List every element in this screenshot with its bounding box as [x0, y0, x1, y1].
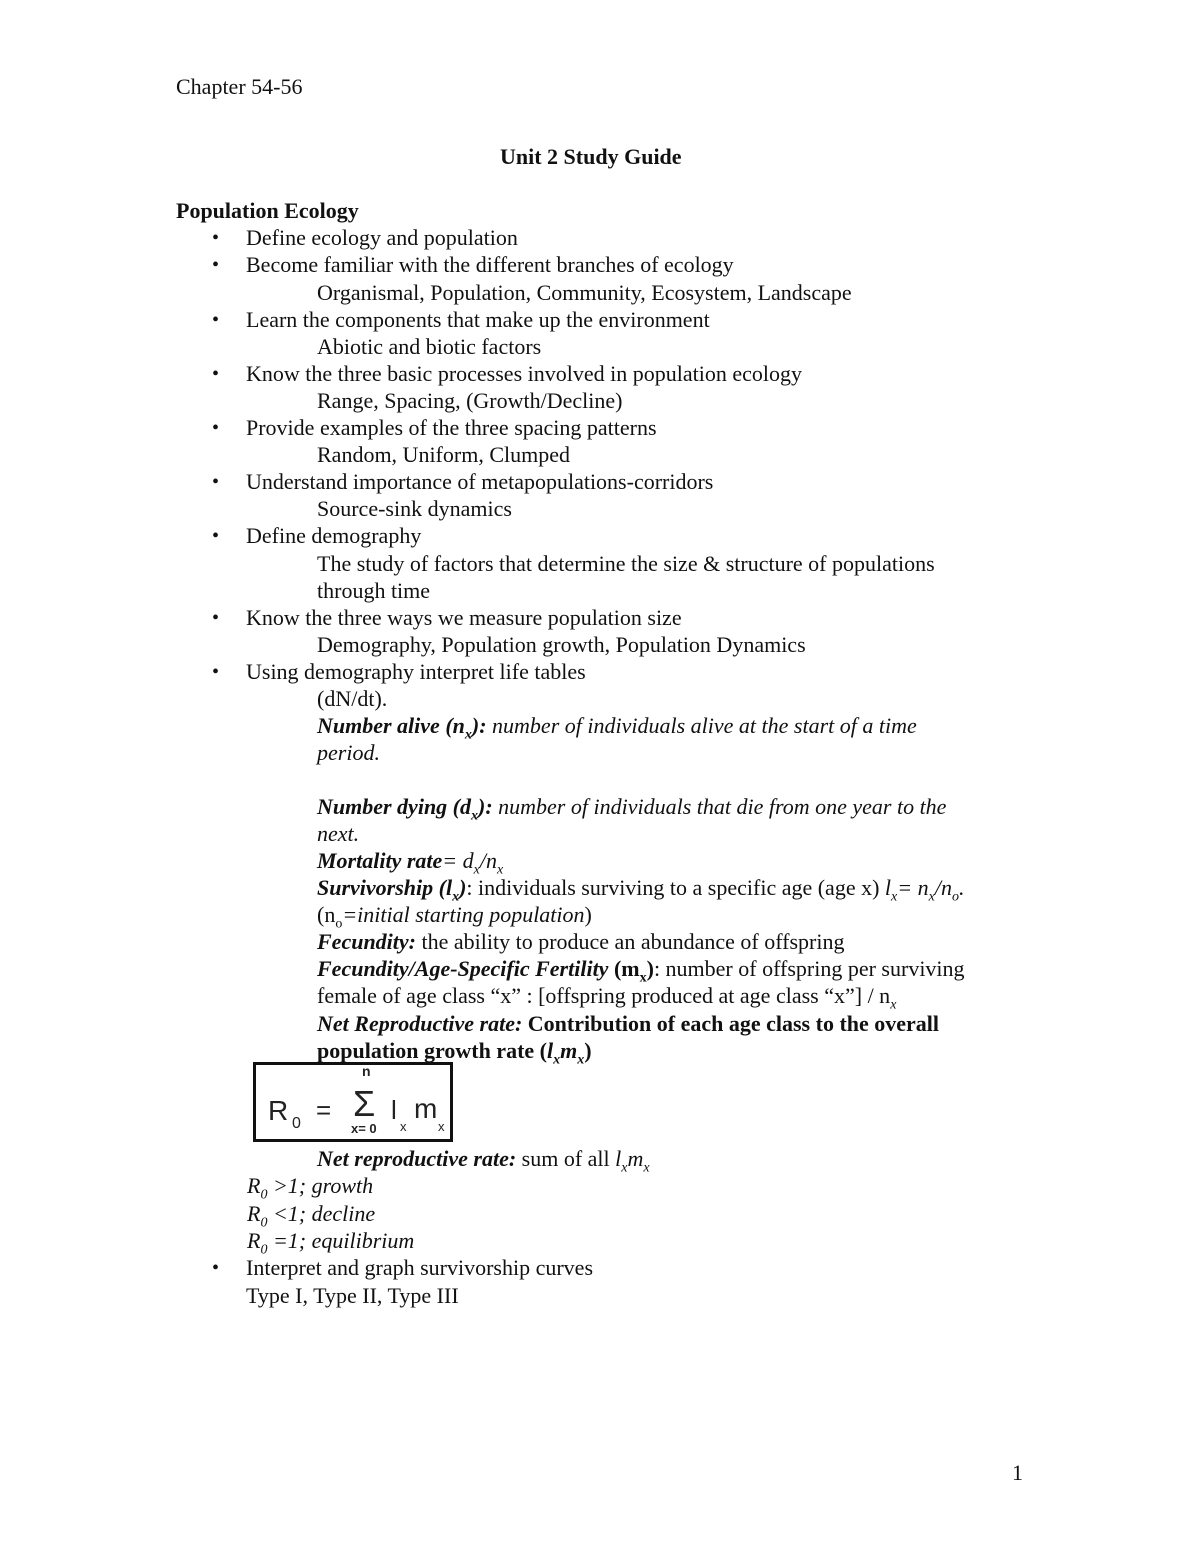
chapter-header: Chapter 54-56: [176, 74, 303, 99]
number-dying-definition-cont: next.: [317, 821, 360, 846]
subscript: 0: [260, 1215, 268, 1231]
formula: l: [884, 875, 892, 900]
net-reproductive-rate-definition-cont: [317, 1038, 592, 1068]
subscript: o: [951, 889, 959, 905]
page-title: Unit 2 Study Guide: [500, 144, 682, 169]
formula: m: [560, 1038, 578, 1063]
subscript: x: [473, 862, 480, 878]
bullet: •: [212, 254, 220, 276]
r0-decline: [247, 1201, 376, 1231]
formula: <1; decline: [267, 1201, 376, 1226]
formula-l-subscript: x: [400, 1119, 407, 1134]
formula-r-subscript: 0: [292, 1115, 301, 1132]
definition: number of individuals alive at the start of a time: [486, 713, 917, 738]
bullet: •: [212, 363, 220, 385]
subscript: o: [335, 916, 343, 932]
formula: R: [247, 1173, 261, 1198]
bullet: •: [212, 525, 220, 547]
page-number: 1: [1012, 1460, 1023, 1485]
subscript: x: [496, 862, 504, 878]
term: ):: [478, 794, 493, 819]
r0-equilibrium: [247, 1228, 415, 1258]
item-processes-detail: Range, Spacing, (Growth/Decline): [317, 388, 623, 413]
item-components-detail: Abiotic and biotic factors: [317, 334, 542, 359]
subscript: x: [639, 970, 647, 986]
formula-sigma-upper: n: [362, 1063, 371, 1079]
paren: ): [584, 902, 592, 927]
formula: >1; growth: [267, 1173, 374, 1198]
definition: : number of offspring per surviving: [653, 956, 965, 981]
item-spacing: Provide examples of the three spacing patterns: [246, 415, 657, 440]
item-metapopulations-detail: Source-sink dynamics: [317, 496, 512, 521]
mortality-rate: [317, 848, 504, 878]
survivorship-definition: [317, 875, 965, 905]
item-demography-detail-2: through time: [317, 578, 431, 603]
subscript: x: [471, 808, 478, 824]
section-heading: Population Ecology: [176, 198, 359, 223]
item-measure-detail: Demography, Population growth, Population Dynamics: [317, 632, 806, 657]
item-life-tables: Using demography interpret life tables: [246, 659, 586, 684]
formula-equals: =: [316, 1095, 332, 1125]
paren: (n: [317, 902, 336, 927]
bullet: •: [212, 417, 220, 439]
item-survivorship-curves: Interpret and graph survivorship curves: [246, 1255, 594, 1280]
formula-m: m: [414, 1093, 438, 1124]
fertility-definition-cont: [317, 983, 897, 1013]
term: ): [646, 956, 654, 981]
dndt: (dN/dt).: [317, 686, 388, 711]
definition: population growth rate (: [317, 1038, 547, 1063]
r0-growth: [247, 1173, 374, 1203]
note: =initial starting population: [342, 902, 585, 927]
bullet: •: [212, 309, 220, 331]
bullet: •: [212, 227, 220, 249]
number-alive-definition: [317, 713, 917, 743]
item-branches: Become familiar with the different branches of ecology: [246, 252, 734, 277]
formula-sigma-lower: x= 0: [351, 1121, 377, 1136]
net-reproductive-rate-formula: [253, 1062, 453, 1142]
definition: sum of all: [516, 1146, 616, 1171]
formula-r: R: [268, 1095, 289, 1126]
formula: R: [247, 1201, 261, 1226]
initial-population-note: [317, 902, 592, 932]
item-define-ecology: Define ecology and population: [246, 225, 518, 250]
formula: R: [247, 1228, 261, 1253]
bullet: •: [212, 1257, 220, 1279]
subscript: x: [643, 1160, 650, 1176]
fertility-definition: [317, 956, 965, 986]
number-alive-definition-cont: period.: [317, 740, 380, 765]
definition: ): [584, 1038, 592, 1063]
number-dying-definition: [317, 794, 947, 824]
definition: female of age class “x” : [offspring produced at age class “x”] / n: [317, 983, 891, 1008]
term: Mortality rate: [317, 848, 443, 873]
item-processes: Know the three basic processes involved in population ecology: [246, 361, 802, 386]
subscript: 0: [260, 1242, 268, 1258]
term: Survivorship (l: [317, 875, 453, 900]
formula: m: [627, 1146, 644, 1171]
net-reproductive-rate-sum: [317, 1146, 650, 1176]
formula: l: [547, 1038, 554, 1063]
item-demography-detail: The study of factors that determine the size & structure of populations: [317, 551, 935, 576]
subscript: x: [452, 889, 460, 905]
bullet: •: [212, 607, 220, 629]
term: ): [459, 875, 467, 900]
subscript: x: [464, 727, 472, 743]
term: (m: [608, 956, 640, 981]
formula-m-subscript: x: [438, 1119, 445, 1134]
term: Number dying (d: [317, 794, 471, 819]
item-spacing-detail: Random, Uniform, Clumped: [317, 442, 570, 467]
formula: .: [958, 875, 965, 900]
item-metapopulations: Understand importance of metapopulations-corridors: [246, 469, 714, 494]
bullet: •: [212, 471, 220, 493]
subscript: x: [890, 997, 897, 1013]
term: Net Reproductive rate:: [317, 1011, 523, 1036]
term: ):: [471, 713, 487, 738]
definition: : individuals surviving to a specific age (age x): [466, 875, 885, 900]
subscript: x: [928, 889, 935, 905]
formula-sigma: Σ: [353, 1083, 376, 1124]
subscript: x: [577, 1052, 585, 1068]
bullet: •: [212, 661, 220, 683]
item-branches-detail: Organismal, Population, Community, Ecosystem, Landscape: [317, 280, 852, 305]
formula-l: l: [391, 1095, 397, 1125]
subscript: x: [553, 1052, 561, 1068]
term: Net reproductive rate:: [317, 1146, 517, 1171]
formula: =1; equilibrium: [267, 1228, 415, 1253]
definition: the ability to produce an abundance of offspring: [416, 929, 845, 954]
definition: Contribution of each age class to the overall: [522, 1011, 940, 1036]
term: Fecundity:: [317, 929, 416, 954]
item-survivorship-curves-detail: Type I, Type II, Type III: [246, 1283, 459, 1308]
formula: /n: [934, 875, 952, 900]
item-measure: Know the three ways we measure population size: [246, 605, 682, 630]
formula: = n: [897, 875, 929, 900]
term: Number alive (n: [317, 713, 465, 738]
formula: l: [615, 1146, 622, 1171]
formula: /n: [479, 848, 497, 873]
subscript: 0: [260, 1187, 268, 1203]
subscript: x: [891, 889, 898, 905]
item-demography: Define demography: [246, 523, 422, 548]
net-reproductive-rate-definition: [317, 1011, 939, 1037]
definition: number of individuals that die from one year to the: [492, 794, 947, 819]
formula: = d: [442, 848, 474, 873]
subscript: x: [621, 1160, 628, 1176]
term: Fecundity/Age-Specific Fertility: [317, 956, 609, 981]
item-components: Learn the components that make up the environment: [246, 307, 710, 332]
fecundity-definition: [317, 929, 844, 955]
